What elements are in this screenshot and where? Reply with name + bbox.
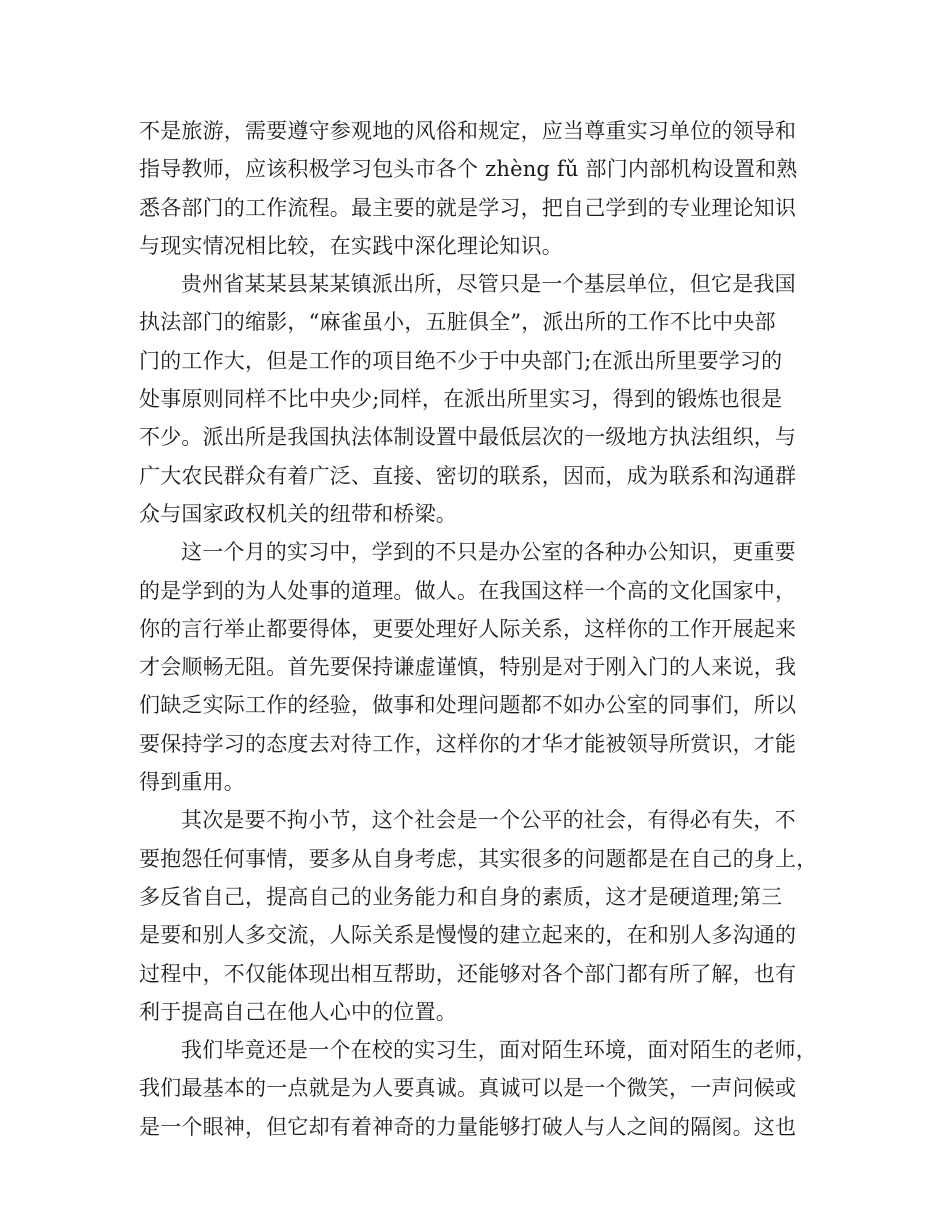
- text-line: 你的言行举止都要得体，更要处理好人际关系，这样你的工作开展起来: [139, 616, 797, 641]
- text-line: 贵州省某某县某某镇派出所，尽管只是一个基层单位，但它是我国: [181, 272, 796, 297]
- text-line: 悉各部门的工作流程。最主要的就是学习，把自己学到的专业理论知识: [139, 195, 797, 220]
- paragraph: [139, 265, 829, 533]
- paragraph: [139, 801, 829, 1031]
- text-line: 要保持学习的态度去对待工作，这样你的才华才能被领导所赏识，才能: [139, 731, 797, 756]
- text-line: 与现实情况相比较，在实践中深化理论知识。: [139, 233, 563, 258]
- text-line: 们缺乏实际工作的经验，做事和处理问题都不如办公室的同事们，所以: [139, 693, 797, 718]
- text-line: 利于提高自己在他人心中的位置。: [139, 999, 457, 1024]
- document-body: [139, 112, 829, 1146]
- text-line: 广大农民群众有着广泛、直接、密切的联系，因而，成为联系和沟通群: [139, 463, 797, 488]
- text-line: 执法部门的缩影，“麻雀虽小，五脏俱全”，派出所的工作不比中央部: [139, 310, 776, 335]
- text-line: 是要和别人多交流，人际关系是慢慢的建立起来的，在和别人多沟通的: [139, 923, 797, 948]
- text-line: 处事原则同样不比中央少;同样，在派出所里实习，得到的锻炼也很是: [139, 387, 783, 412]
- text-line: 才会顺畅无阻。首先要保持谦虚谨慎，特别是对于刚入门的人来说，我: [139, 655, 797, 680]
- text-line: 我们最基本的一点就是为人要真诚。真诚可以是一个微笑，一声问候或: [139, 1076, 797, 1101]
- text-line: 不少。派出所是我国执法体制设置中最低层次的一级地方执法组织，与: [139, 425, 797, 450]
- text-line: 得到重用。: [139, 770, 245, 795]
- text-line: 这一个月的实习中，学到的不只是办公室的各种办公知识，更重要: [181, 540, 796, 565]
- text-line: 其次是要不拘小节，这个社会是一个公平的社会，有得必有失，不: [181, 808, 796, 833]
- text-line: 不是旅游，需要遵守参观地的风俗和规定，应当尊重实习单位的领导和: [139, 119, 797, 143]
- text-line: 多反省自己，提高自己的业务能力和自身的素质，这才是硬道理;第三: [139, 884, 783, 909]
- paragraph: [139, 112, 829, 265]
- text-line: 要抱怨任何事情，要多从自身考虑，其实很多的问题都是在自己的身上，: [139, 846, 818, 871]
- text-line: 众与国家政权机关的纽带和桥梁。: [139, 501, 457, 526]
- text-line: 指导教师，应该积极学习包头市各个 zhèng fǔ 部门内部机构设置和熟: [139, 157, 798, 182]
- paragraph: [139, 533, 829, 801]
- text-line: 我们毕竟还是一个在校的实习生，面对陌生环境，面对陌生的老师，: [181, 1038, 817, 1063]
- text-line: 的是学到的为人处事的道理。做人。在我国这样一个高的文化国家中，: [139, 578, 797, 603]
- text-line: 是一个眼神，但它却有着神奇的力量能够打破人与人之间的隔阂。这也: [139, 1114, 797, 1139]
- text-line: 过程中，不仅能体现出相互帮助，还能够对各个部门都有所了解，也有: [139, 961, 797, 986]
- text-line: 门的工作大，但是工作的项目绝不少于中央部门;在派出所里要学习的: [139, 348, 783, 373]
- paragraph: [139, 1031, 829, 1146]
